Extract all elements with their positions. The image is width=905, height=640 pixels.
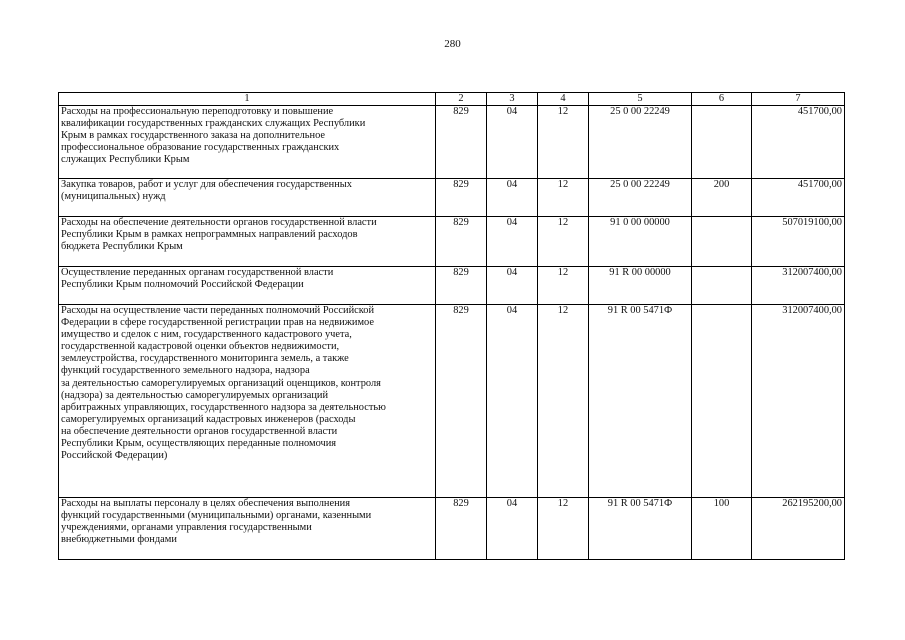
target-article-cell: 25 0 00 22249 [589,106,692,179]
section-code-cell: 04 [487,498,538,560]
description-line: на обеспечение деятельности органов государственной власти [61,425,338,437]
table-row [59,267,845,305]
table-row [59,498,845,560]
target-article-cell: 91 R 00 00000 [589,267,692,305]
section-code-cell: 04 [487,179,538,217]
description-line: Расходы на профессиональную переподготовку и повышение [61,106,334,117]
target-article-cell: 25 0 00 22249 [589,179,692,217]
ministry-code-cell: 829 [436,305,487,498]
section-code-cell: 04 [487,106,538,179]
description-line: Российской Федерации) [61,450,168,462]
subsection-code-cell: 12 [538,498,589,560]
description-line: внебюджетными фондами [61,534,177,546]
budget-table [58,92,845,560]
description-line: землеустройства, государственного мониторинга земель, а также [61,353,349,365]
row-description [59,217,436,267]
header-cell-3: 3 [487,93,538,106]
header-cell-7: 7 [752,93,845,106]
header-row [59,93,845,106]
target-article-cell: 91 0 00 00000 [589,217,692,267]
subsection-code-cell: 12 [538,217,589,267]
subsection-code-cell: 12 [538,106,589,179]
expense-type-cell: 100 [692,498,752,560]
subsection-code-cell: 12 [538,305,589,498]
ministry-code-cell: 829 [436,179,487,217]
section-code-cell: 04 [487,267,538,305]
subsection-code-cell: 12 [538,179,589,217]
ministry-code-cell: 829 [436,267,487,305]
ministry-code-cell: 829 [436,217,487,267]
description-line: Крым в рамках государственного заказа на дополнительное [61,130,326,142]
header-cell-2: 2 [436,93,487,106]
table-row [59,305,845,498]
description-line: саморегулируемых организаций кадастровых инженеров (расходы [61,413,356,425]
row-description [59,498,436,560]
description-line: Расходы на обеспечение деятельности органов государственной власти [61,217,377,228]
description-line: служащих Республики Крым [61,154,190,166]
header-cell-4: 4 [538,93,589,106]
expense-type-cell: 200 [692,179,752,217]
amount-cell: 451700,00 [752,179,845,217]
ministry-code-cell: 829 [436,106,487,179]
description-line: Осуществление переданных органам государственной власти [61,267,334,278]
row-description [59,305,436,498]
ministry-code-cell: 829 [436,498,487,560]
description-line: (муниципальных) нужд [61,191,166,203]
row-description [59,106,436,179]
table-row [59,179,845,217]
description-line: учреждениями, органами управления государственными [61,522,312,534]
description-line: Республики Крым в рамках непрограммных направлений расходов [61,229,358,241]
description-line: Республики Крым, осуществляющих переданные полномочия [61,438,337,450]
table-row [59,106,845,179]
row-description [59,267,436,305]
description-line: квалификации государственных гражданских служащих Республики [61,118,366,130]
amount-cell: 312007400,00 [752,267,845,305]
description-line: бюджета Республики Крым [61,241,183,253]
amount-cell: 312007400,00 [752,305,845,498]
header-cell-5: 5 [589,93,692,106]
amount-cell: 507019100,00 [752,217,845,267]
section-code-cell: 04 [487,305,538,498]
section-code-cell: 04 [487,217,538,267]
amount-cell: 451700,00 [752,106,845,179]
description-line: профессиональное образование государственных гражданских [61,142,340,154]
target-article-cell: 91 R 00 5471Ф [589,305,692,498]
description-line: Закупка товаров, работ и услуг для обеспечения государственных [61,179,352,190]
description-line: Расходы на выплаты персоналу в целях обеспечения выполнения [61,498,350,509]
description-line: государственной кадастровой оценки объектов недвижимости, [61,341,340,353]
description-line: имущество и сделок с ним, государственного кадастрового учета, [61,329,352,341]
description-line: (надзора) за деятельностью саморегулируемых организаций [61,389,329,401]
row-description [59,179,436,217]
expense-type-cell [692,305,752,498]
expense-type-cell [692,217,752,267]
target-article-cell: 91 R 00 5471Ф [589,498,692,560]
header-cell-6: 6 [692,93,752,106]
page-number: 280 [444,38,461,50]
description-line: Расходы на осуществление части переданных полномочий Российской [61,305,375,316]
description-line: функций государственного земельного надзора, надзора [61,365,310,377]
amount-cell: 262195200,00 [752,498,845,560]
header-cell-1: 1 [59,93,436,106]
description-line: арбитражных управляющих, государственного надзора за деятельностью [61,401,386,413]
description-line: Республики Крым полномочий Российской Федерации [61,279,304,291]
expense-type-cell [692,106,752,179]
expense-type-cell [692,267,752,305]
description-line: Федерации в сфере государственной регистрации прав на недвижимое [61,317,374,329]
subsection-code-cell: 12 [538,267,589,305]
description-line: за деятельностью саморегулируемых организаций оценщиков, контроля [61,377,381,389]
table-row [59,217,845,267]
description-line: функций государственными (муниципальными) органами, казенными [61,510,372,522]
